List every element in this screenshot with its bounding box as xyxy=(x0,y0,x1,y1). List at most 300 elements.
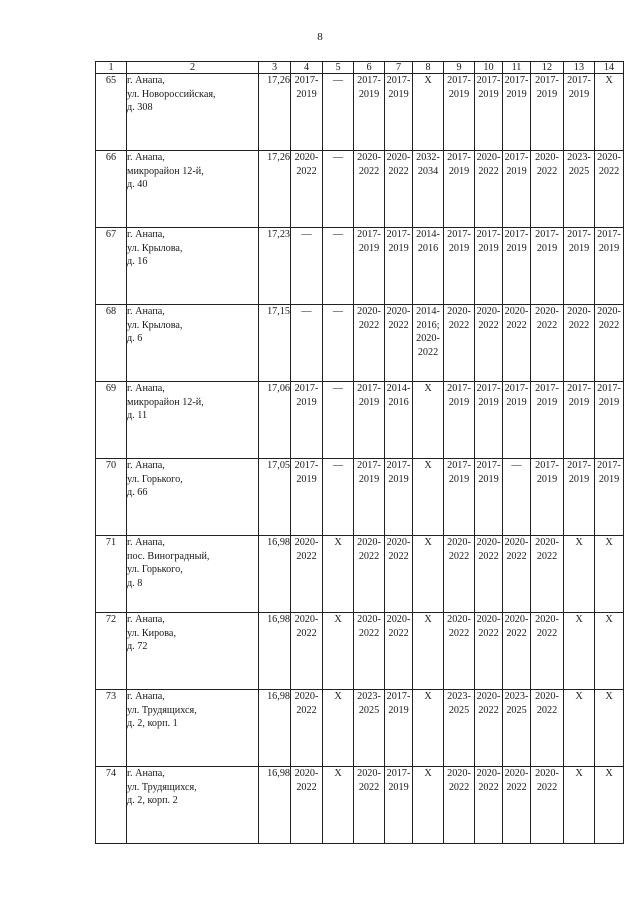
period-text: 2017- xyxy=(447,383,471,394)
period-text: 2020- xyxy=(386,614,411,625)
period-text: 2019 xyxy=(568,473,590,485)
period-text: 2019 xyxy=(478,88,499,100)
period-cell xyxy=(354,613,385,690)
address-cell xyxy=(127,305,259,382)
period-text: 2022 xyxy=(448,319,470,331)
period-text: X xyxy=(605,768,613,779)
period-text: 2019 xyxy=(478,242,499,254)
period-text: 2022 xyxy=(536,319,558,331)
address-cell xyxy=(127,228,259,305)
period-text: 2020- xyxy=(357,614,381,625)
address-line: ул. Горького, xyxy=(127,564,183,575)
period-text: 2017- xyxy=(294,75,319,86)
period-text: 2019 xyxy=(568,88,590,100)
period-text: 2032- xyxy=(416,152,440,163)
period-text: 2017- xyxy=(294,383,319,394)
address-cell xyxy=(127,382,259,459)
column-number: 6 xyxy=(354,62,385,74)
period-cell xyxy=(564,767,595,844)
period-text: 2017- xyxy=(357,229,381,240)
period-text: 2023- xyxy=(357,691,381,702)
period-cell xyxy=(323,74,354,151)
period-cell xyxy=(475,459,503,536)
period-text: 2020- xyxy=(294,768,319,779)
period-cell xyxy=(475,382,503,459)
period-text: 2020- xyxy=(597,306,621,317)
address-line: г. Анапа, xyxy=(127,460,165,471)
period-cell xyxy=(531,74,564,151)
period-text: 2017- xyxy=(597,460,621,471)
period-cell xyxy=(531,305,564,382)
period-cell xyxy=(444,151,475,228)
period-cell xyxy=(531,767,564,844)
period-cell xyxy=(564,382,595,459)
address-line: ул. Крылова, xyxy=(127,319,183,331)
period-text: 2020- xyxy=(476,537,501,548)
value-cell: 17,15 xyxy=(259,305,291,382)
period-cell xyxy=(595,74,624,151)
period-text: 2022 xyxy=(506,627,527,639)
period-cell xyxy=(531,613,564,690)
period-cell xyxy=(564,536,595,613)
period-cell xyxy=(385,382,413,459)
period-cell xyxy=(413,382,444,459)
period-text: 2022 xyxy=(536,165,558,177)
period-cell xyxy=(354,74,385,151)
period-cell xyxy=(564,613,595,690)
period-text: — xyxy=(332,229,344,240)
period-text: 2020- xyxy=(535,691,559,702)
period-text: 2020- xyxy=(447,614,471,625)
period-cell xyxy=(413,767,444,844)
period-cell xyxy=(595,151,624,228)
period-cell xyxy=(385,151,413,228)
period-text: 2019 xyxy=(506,242,527,254)
period-text: 2017- xyxy=(386,691,411,702)
value-cell: 17,23 xyxy=(259,228,291,305)
period-text: 2019 xyxy=(296,88,317,100)
address-line: ул. Трудящихся, xyxy=(127,704,197,716)
period-text: 2019 xyxy=(506,165,527,177)
table-row xyxy=(96,151,624,228)
address-line: д. 2, корп. 1 xyxy=(127,718,178,729)
period-cell xyxy=(444,305,475,382)
address-line: г. Анапа, xyxy=(127,614,165,625)
period-cell xyxy=(291,690,323,767)
period-text: 2022 xyxy=(478,550,499,562)
address-line: д. 6 xyxy=(127,333,143,344)
period-text: 2020- xyxy=(476,691,501,702)
period-text: 2020- xyxy=(357,152,381,163)
period-text: 2019 xyxy=(388,473,409,485)
period-text: 2017- xyxy=(504,229,529,240)
period-text: X xyxy=(575,614,583,625)
period-cell xyxy=(385,613,413,690)
period-text: 2019 xyxy=(448,396,470,408)
period-cell xyxy=(323,382,354,459)
row-number: 68 xyxy=(96,305,127,382)
period-cell xyxy=(323,305,354,382)
address-line: д. 40 xyxy=(127,179,148,190)
period-text: 2020- xyxy=(535,768,559,779)
address-line: ул. Трудящихся, xyxy=(127,781,197,793)
period-text: — xyxy=(332,75,344,86)
period-text: 2023- xyxy=(567,152,591,163)
column-number: 1 xyxy=(96,62,127,74)
period-text: 2019 xyxy=(448,473,470,485)
period-text: 2022 xyxy=(478,627,499,639)
period-text: 2020- xyxy=(447,768,471,779)
row-number: 72 xyxy=(96,613,127,690)
period-text: 2022 xyxy=(598,165,620,177)
period-text: 2019 xyxy=(358,396,380,408)
period-text: X xyxy=(575,537,583,548)
period-cell xyxy=(475,228,503,305)
period-text: 2019 xyxy=(296,396,317,408)
period-text: 2017- xyxy=(386,460,411,471)
period-text: 2019 xyxy=(568,242,590,254)
period-cell xyxy=(595,767,624,844)
period-text: 2022 xyxy=(296,550,317,562)
period-text: 2016 xyxy=(388,396,409,408)
value-cell: 16,98 xyxy=(259,690,291,767)
period-text: X xyxy=(575,691,583,702)
period-cell xyxy=(291,151,323,228)
table-body xyxy=(96,74,624,844)
period-text: 2019 xyxy=(536,88,558,100)
period-text: 2034 xyxy=(417,165,439,177)
period-text: 2019 xyxy=(296,473,317,485)
column-number: 14 xyxy=(595,62,624,74)
period-cell xyxy=(385,459,413,536)
period-cell xyxy=(444,613,475,690)
period-text: — xyxy=(301,229,312,240)
period-cell xyxy=(291,767,323,844)
period-text: X xyxy=(424,537,432,548)
period-text: 2022 xyxy=(358,627,380,639)
period-cell xyxy=(475,151,503,228)
address-cell xyxy=(127,613,259,690)
period-cell xyxy=(385,536,413,613)
period-text: 2022 xyxy=(417,346,439,358)
period-text: 2017- xyxy=(447,229,471,240)
period-text: 2020- xyxy=(476,306,501,317)
period-text: 2023- xyxy=(447,691,471,702)
period-text: 2022 xyxy=(388,319,409,331)
column-number: 2 xyxy=(127,62,259,74)
period-text: X xyxy=(424,691,432,702)
period-text: 2019 xyxy=(506,88,527,100)
period-text: 2020- xyxy=(476,152,501,163)
period-cell xyxy=(354,382,385,459)
period-text: 2022 xyxy=(358,165,380,177)
period-text: 2019 xyxy=(598,396,620,408)
address-cell xyxy=(127,151,259,228)
period-cell xyxy=(564,459,595,536)
period-text: 2017- xyxy=(535,75,559,86)
period-text: 2019 xyxy=(536,473,558,485)
address-cell xyxy=(127,74,259,151)
address-line: д. 8 xyxy=(127,577,143,589)
period-text: 2019 xyxy=(536,242,558,254)
value-cell: 17,05 xyxy=(259,459,291,536)
period-cell xyxy=(503,151,531,228)
address-cell xyxy=(127,690,259,767)
period-text: 2019 xyxy=(388,704,409,716)
period-text: X xyxy=(334,691,342,702)
period-cell xyxy=(291,382,323,459)
period-cell xyxy=(475,74,503,151)
address-line: ул. Крылова, xyxy=(127,242,183,254)
period-text: 2017- xyxy=(567,460,591,471)
period-text: 2022 xyxy=(478,319,499,331)
period-cell xyxy=(475,305,503,382)
period-cell xyxy=(503,305,531,382)
period-text: 2020- xyxy=(294,614,319,625)
period-cell xyxy=(503,536,531,613)
period-text: X xyxy=(605,614,613,625)
period-cell xyxy=(503,228,531,305)
period-text: 2020- xyxy=(535,152,559,163)
period-text: X xyxy=(424,75,432,86)
period-cell xyxy=(595,382,624,459)
period-cell xyxy=(323,767,354,844)
period-text: 2025 xyxy=(506,704,527,716)
period-text: 2022 xyxy=(388,165,409,177)
period-cell xyxy=(564,305,595,382)
period-text: 2020- xyxy=(386,306,411,317)
period-text: 2019 xyxy=(598,473,620,485)
period-text: 2017- xyxy=(476,460,501,471)
period-text: X xyxy=(605,691,613,702)
address-line: ул. Горького, xyxy=(127,473,183,485)
period-text: 2017- xyxy=(504,75,529,86)
column-number: 11 xyxy=(503,62,531,74)
page-number: 8 xyxy=(317,31,323,43)
period-text: 2020- xyxy=(535,306,559,317)
column-number: 4 xyxy=(291,62,323,74)
period-text: 2022 xyxy=(388,550,409,562)
address-line: г. Анапа, xyxy=(127,306,165,317)
period-cell xyxy=(503,767,531,844)
period-cell xyxy=(595,536,624,613)
period-cell xyxy=(595,690,624,767)
period-text: 2017- xyxy=(476,383,501,394)
period-text: 2022 xyxy=(296,781,317,793)
period-cell xyxy=(291,613,323,690)
period-text: 2019 xyxy=(448,242,470,254)
table-row xyxy=(96,690,624,767)
period-text: 2017- xyxy=(567,383,591,394)
period-cell xyxy=(354,690,385,767)
period-text: 2019 xyxy=(358,473,380,485)
period-cell xyxy=(413,74,444,151)
period-text: 2020- xyxy=(504,768,529,779)
address-line: г. Анапа, xyxy=(127,152,165,163)
period-cell xyxy=(413,459,444,536)
period-cell xyxy=(531,690,564,767)
address-cell xyxy=(127,767,259,844)
period-text: 2019 xyxy=(358,242,380,254)
period-text: 2022 xyxy=(598,319,620,331)
period-cell xyxy=(503,613,531,690)
period-text: 2022 xyxy=(478,781,499,793)
period-cell xyxy=(503,690,531,767)
period-text: — xyxy=(332,460,344,471)
period-text: 2014- xyxy=(386,383,411,394)
row-number: 67 xyxy=(96,228,127,305)
period-cell xyxy=(413,613,444,690)
period-text: 2022 xyxy=(506,550,527,562)
row-number: 69 xyxy=(96,382,127,459)
period-cell xyxy=(291,459,323,536)
period-text: 2017- xyxy=(386,768,411,779)
period-text: 2020- xyxy=(357,306,381,317)
address-line: д. 11 xyxy=(127,410,148,421)
period-cell xyxy=(531,228,564,305)
period-text: 2022 xyxy=(358,550,380,562)
period-text: 2022 xyxy=(296,165,317,177)
period-text: X xyxy=(334,614,342,625)
period-text: 2020- xyxy=(386,152,411,163)
row-number: 66 xyxy=(96,151,127,228)
period-text: 2017- xyxy=(294,460,319,471)
column-number: 7 xyxy=(385,62,413,74)
period-text: 2016; xyxy=(416,319,440,331)
period-text: 2019 xyxy=(568,396,590,408)
period-text: 2022 xyxy=(358,781,380,793)
period-text: X xyxy=(424,460,432,471)
period-text: 2020- xyxy=(294,537,319,548)
period-text: 2020- xyxy=(535,614,559,625)
period-cell xyxy=(444,74,475,151)
period-cell xyxy=(595,228,624,305)
row-number: 73 xyxy=(96,690,127,767)
period-cell xyxy=(354,536,385,613)
period-cell xyxy=(354,151,385,228)
period-text: 2022 xyxy=(506,319,527,331)
period-text: X xyxy=(424,768,432,779)
period-text: 2020- xyxy=(294,691,319,702)
period-text: 2022 xyxy=(448,781,470,793)
table-row xyxy=(96,613,624,690)
period-cell xyxy=(564,74,595,151)
period-text: 2022 xyxy=(536,781,558,793)
period-text: 2020- xyxy=(447,306,471,317)
address-line: микрорайон 12-й, xyxy=(127,396,204,408)
period-cell xyxy=(354,305,385,382)
period-cell xyxy=(354,767,385,844)
period-text: 2019 xyxy=(448,165,470,177)
period-cell xyxy=(385,228,413,305)
period-cell xyxy=(413,690,444,767)
period-text: 2020- xyxy=(476,768,501,779)
period-cell xyxy=(503,74,531,151)
period-text: 2022 xyxy=(448,627,470,639)
table-row xyxy=(96,536,624,613)
period-text: 2017- xyxy=(476,75,501,86)
address-line: д. 72 xyxy=(127,641,148,652)
period-text: 2019 xyxy=(598,242,620,254)
period-cell xyxy=(444,382,475,459)
period-text: 2019 xyxy=(388,88,409,100)
column-number: 3 xyxy=(259,62,291,74)
period-text: 2017- xyxy=(567,75,591,86)
period-text: 2020- xyxy=(535,537,559,548)
period-text: 2014- xyxy=(416,306,440,317)
address-line: микрорайон 12-й, xyxy=(127,165,204,177)
address-line: г. Анапа, xyxy=(127,383,165,394)
period-cell xyxy=(503,459,531,536)
period-cell xyxy=(564,151,595,228)
period-text: 2022 xyxy=(358,319,380,331)
period-text: 2017- xyxy=(535,383,559,394)
period-cell xyxy=(323,228,354,305)
period-text: 2020- xyxy=(504,614,529,625)
period-text: 2022 xyxy=(536,704,558,716)
value-cell: 17,26 xyxy=(259,151,291,228)
row-number: 74 xyxy=(96,767,127,844)
column-number: 12 xyxy=(531,62,564,74)
column-number: 5 xyxy=(323,62,354,74)
period-text: 2022 xyxy=(536,550,558,562)
table-row xyxy=(96,382,624,459)
period-text: 2020- xyxy=(504,537,529,548)
period-text: 2020- xyxy=(357,768,381,779)
period-text: 2017- xyxy=(386,229,411,240)
period-text: 2020- xyxy=(476,614,501,625)
period-text: — xyxy=(332,152,344,163)
period-text: 2020- xyxy=(447,537,471,548)
address-line: г. Анапа, xyxy=(127,691,165,702)
period-cell xyxy=(385,305,413,382)
column-number: 13 xyxy=(564,62,595,74)
address-line: г. Анапа, xyxy=(127,768,165,779)
address-line: д. 308 xyxy=(127,102,153,113)
period-text: 2017- xyxy=(535,229,559,240)
period-text: 2017- xyxy=(357,383,381,394)
period-text: X xyxy=(424,383,432,394)
period-text: 2022 xyxy=(296,627,317,639)
period-text: — xyxy=(332,306,344,317)
period-text: 2017- xyxy=(504,152,529,163)
period-text: 2019 xyxy=(506,396,527,408)
row-number: 71 xyxy=(96,536,127,613)
address-cell xyxy=(127,459,259,536)
period-cell xyxy=(531,536,564,613)
period-text: 2020- xyxy=(597,152,621,163)
period-cell xyxy=(564,690,595,767)
address-line: д. 2, корп. 2 xyxy=(127,795,178,806)
period-text: X xyxy=(575,768,583,779)
period-cell xyxy=(475,767,503,844)
period-text: 2017- xyxy=(535,460,559,471)
row-number: 65 xyxy=(96,74,127,151)
period-cell xyxy=(503,382,531,459)
period-text: 2020- xyxy=(504,306,529,317)
period-text: — xyxy=(511,460,522,471)
address-line: ул. Кирова, xyxy=(127,627,177,639)
period-cell xyxy=(413,305,444,382)
period-text: 2020- xyxy=(416,333,440,344)
period-text: 2017- xyxy=(386,75,411,86)
period-cell xyxy=(291,536,323,613)
column-number-row xyxy=(96,62,624,74)
period-text: 2022 xyxy=(448,550,470,562)
period-text: 2019 xyxy=(478,396,499,408)
period-text: 2020- xyxy=(567,306,591,317)
period-cell xyxy=(323,459,354,536)
